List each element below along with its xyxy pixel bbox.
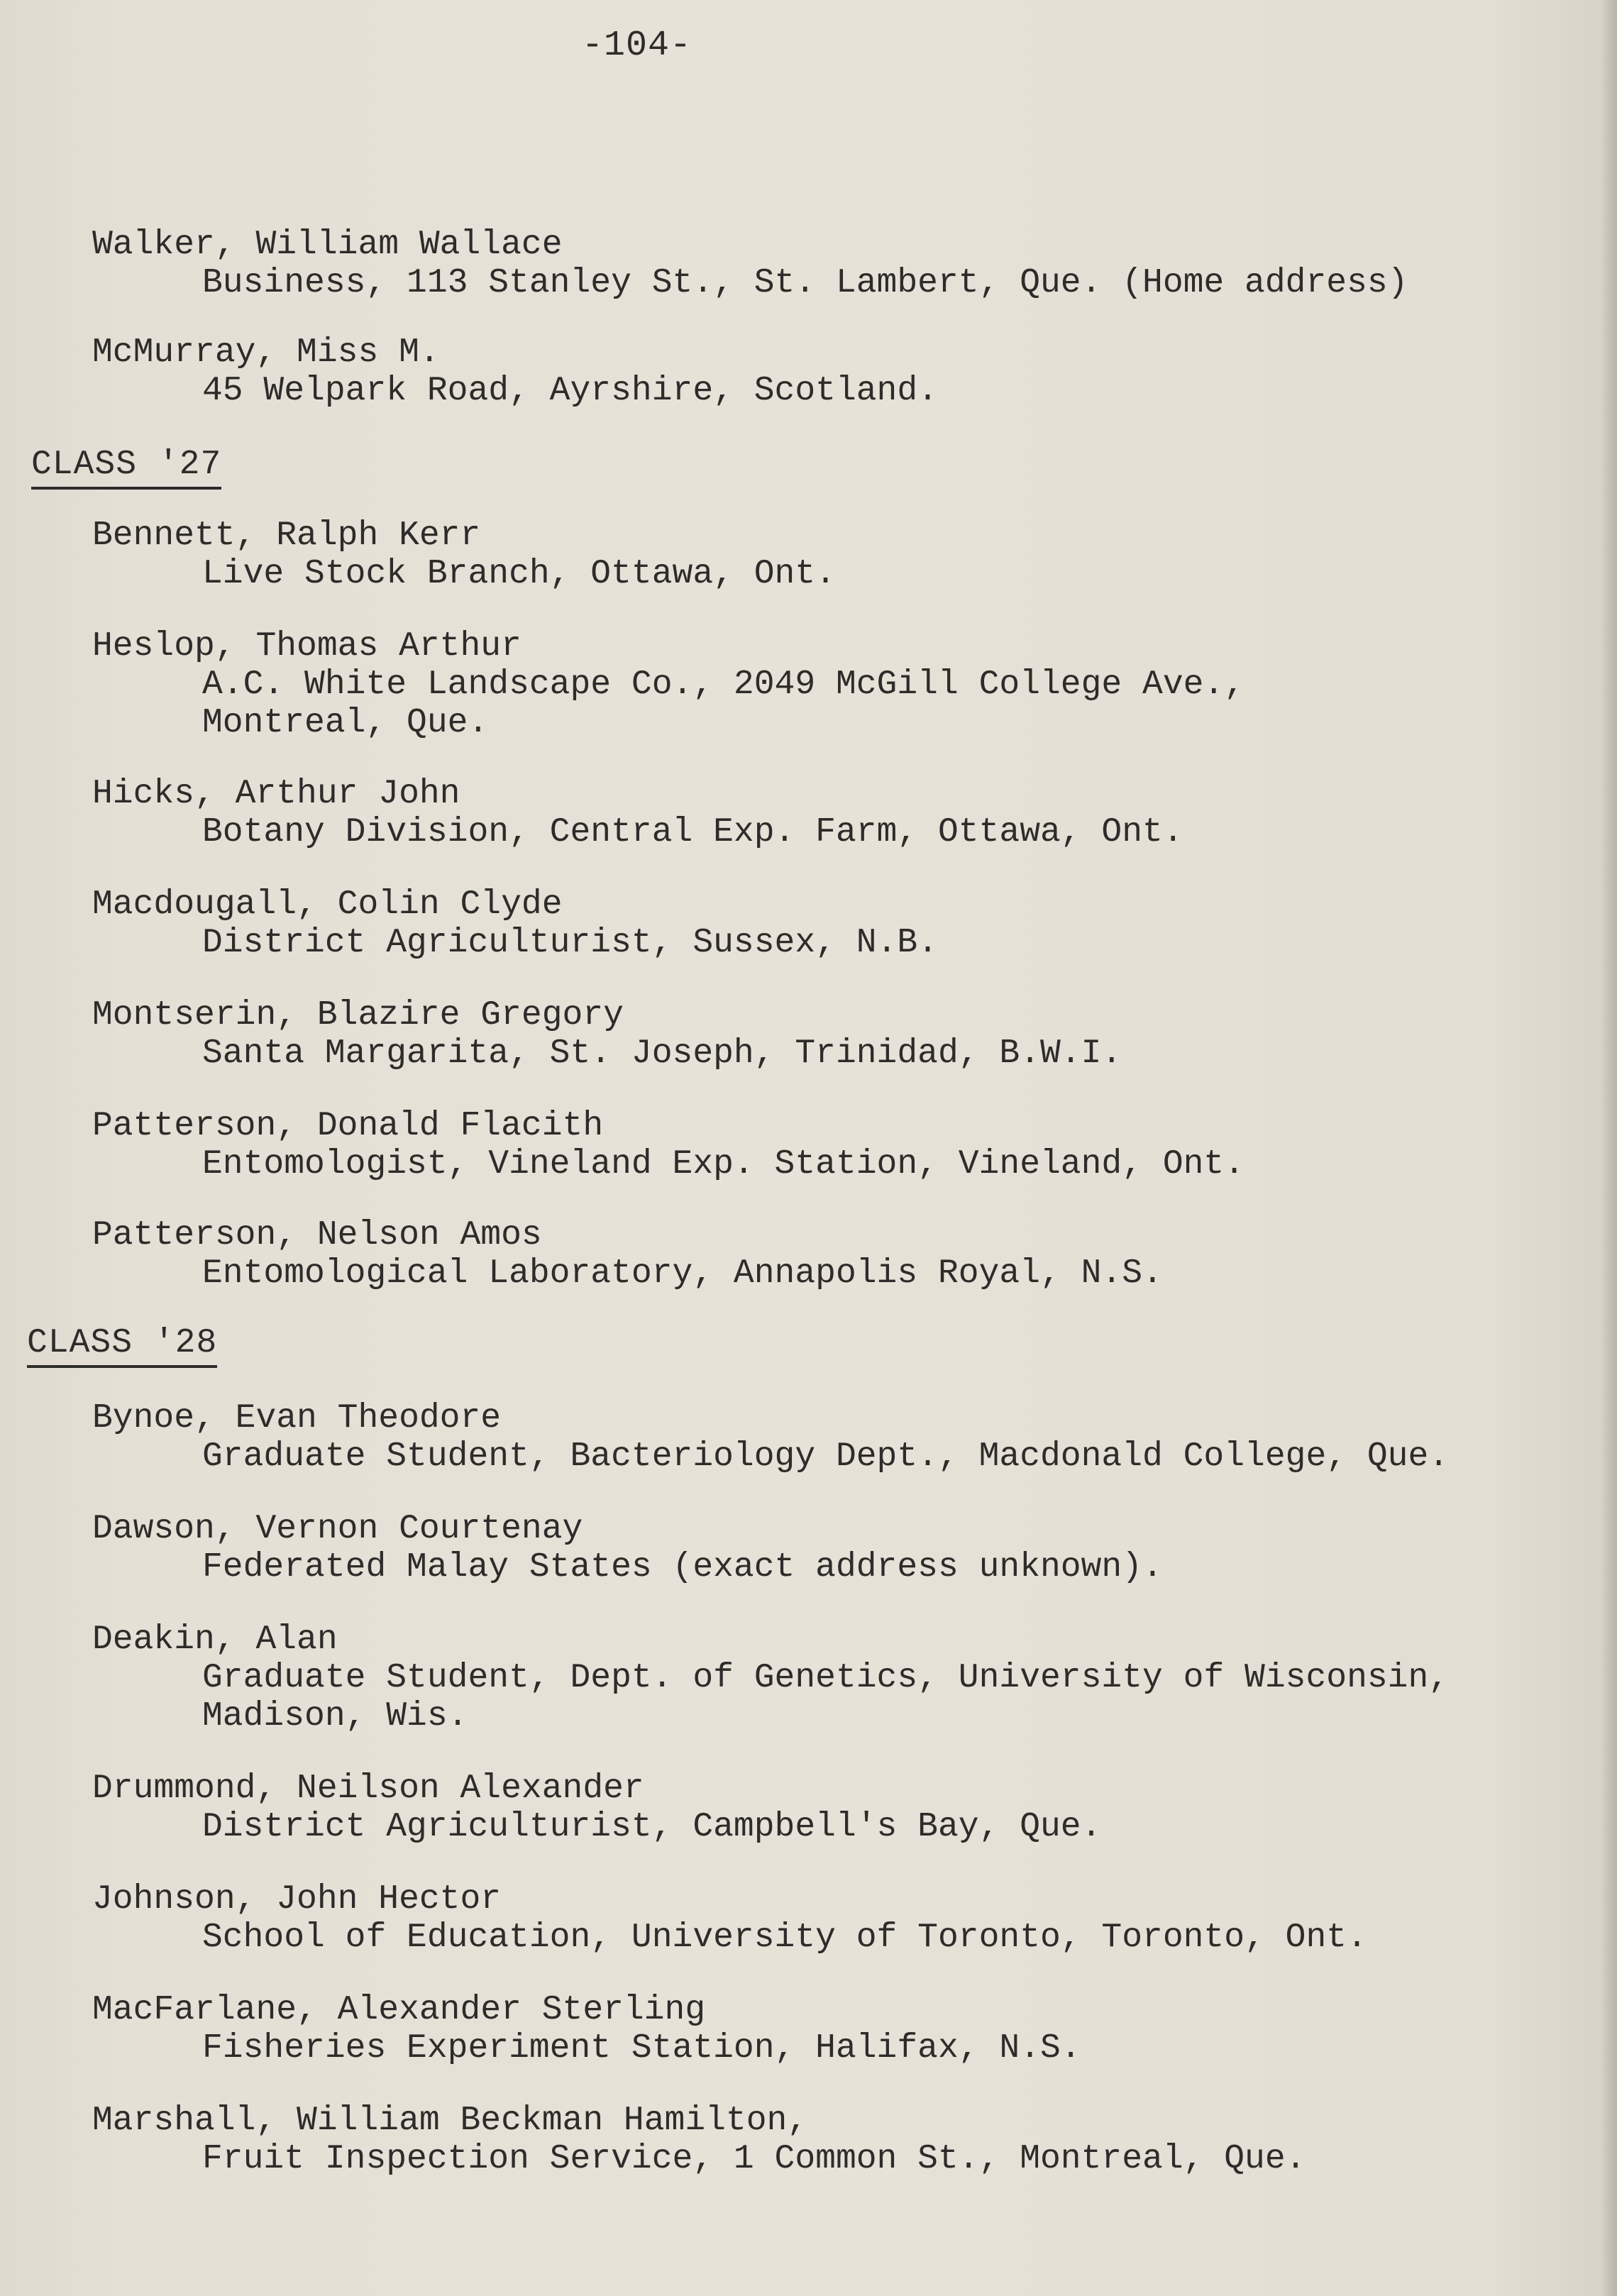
- entry-name: Patterson, Donald Flacith: [92, 1107, 604, 1145]
- entry-name: Marshall, William Beckman Hamilton,: [92, 2102, 808, 2140]
- entry-patterson-nelson: [92, 1216, 1589, 1293]
- entry-name: Heslop, Thomas Arthur: [92, 627, 521, 666]
- entry-bynoe: [92, 1399, 1589, 1476]
- entry-address: Graduate Student, Bacteriology Dept., Macdonald College, Que.: [202, 1437, 1450, 1476]
- entry-mcmurray: [92, 333, 1589, 410]
- entry-name: Montserin, Blazire Gregory: [92, 996, 624, 1034]
- entry-heslop: [92, 627, 1589, 742]
- entry-name: Johnson, John Hector: [92, 1880, 502, 1919]
- entry-name: Hicks, Arthur John: [92, 775, 460, 813]
- page-edge-shadow: [1600, 0, 1617, 2296]
- entry-address: Santa Margarita, St. Joseph, Trinidad, B.W.I.: [202, 1034, 1122, 1073]
- entry-name: Patterson, Nelson Amos: [92, 1216, 542, 1254]
- entry-address: District Agriculturist, Sussex, N.B.: [202, 924, 938, 962]
- entry-address: Entomological Laboratory, Annapolis Royal, N.S.: [202, 1254, 1163, 1293]
- entry-name: Bynoe, Evan Theodore: [92, 1399, 502, 1437]
- entry-address: Fisheries Experiment Station, Halifax, N.S.: [202, 2029, 1081, 2068]
- entry-address: A.C. White Landscape Co., 2049 McGill College Ave., Montreal, Que.: [202, 666, 1245, 742]
- entry-address: Business, 113 Stanley St., St. Lambert, Que. (Home address): [202, 264, 1408, 302]
- class-28-heading: CLASS '28: [27, 1324, 217, 1368]
- entry-name: McMurray, Miss M.: [92, 333, 440, 372]
- entry-drummond: [92, 1770, 1589, 1846]
- entry-walker: [92, 226, 1589, 302]
- entry-address: 45 Welpark Road, Ayrshire, Scotland.: [202, 372, 938, 410]
- entry-name: Deakin, Alan: [92, 1621, 338, 1659]
- page-number: -104-: [582, 26, 692, 66]
- entry-address: Fruit Inspection Service, 1 Common St., Montreal, Que.: [202, 2140, 1306, 2178]
- entry-address: Entomologist, Vineland Exp. Station, Vineland, Ont.: [202, 1145, 1245, 1183]
- entry-address: Federated Malay States (exact address unknown).: [202, 1548, 1163, 1586]
- entry-macfarlane: [92, 1991, 1589, 2068]
- entry-name: Walker, William Wallace: [92, 226, 563, 264]
- entry-patterson-donald: [92, 1107, 1589, 1183]
- entry-address: Live Stock Branch, Ottawa, Ont.: [202, 555, 836, 593]
- entry-johnson: [92, 1880, 1589, 1957]
- entry-address: District Agriculturist, Campbell's Bay, Que.: [202, 1808, 1102, 1846]
- entry-hicks: [92, 775, 1589, 851]
- entry-bennett: [92, 517, 1589, 593]
- entry-address: Botany Division, Central Exp. Farm, Ottawa, Ont.: [202, 813, 1183, 851]
- entry-name: Drummond, Neilson Alexander: [92, 1770, 644, 1808]
- entry-name: MacFarlane, Alexander Sterling: [92, 1991, 706, 2029]
- entry-marshall: [92, 2102, 1589, 2178]
- entry-address: Graduate Student, Dept. of Genetics, University of Wisconsin, Madison, Wis.: [202, 1659, 1450, 1735]
- entry-montserin: [92, 996, 1589, 1073]
- entry-deakin: [92, 1621, 1589, 1735]
- entry-name: Dawson, Vernon Courtenay: [92, 1510, 583, 1548]
- entry-dawson: [92, 1510, 1589, 1586]
- entry-name: Bennett, Ralph Kerr: [92, 517, 481, 555]
- entry-address: School of Education, University of Toronto, Toronto, Ont.: [202, 1919, 1367, 1957]
- class-27-heading: CLASS '27: [31, 446, 221, 490]
- entry-macdougall: [92, 885, 1589, 962]
- entry-name: Macdougall, Colin Clyde: [92, 885, 563, 924]
